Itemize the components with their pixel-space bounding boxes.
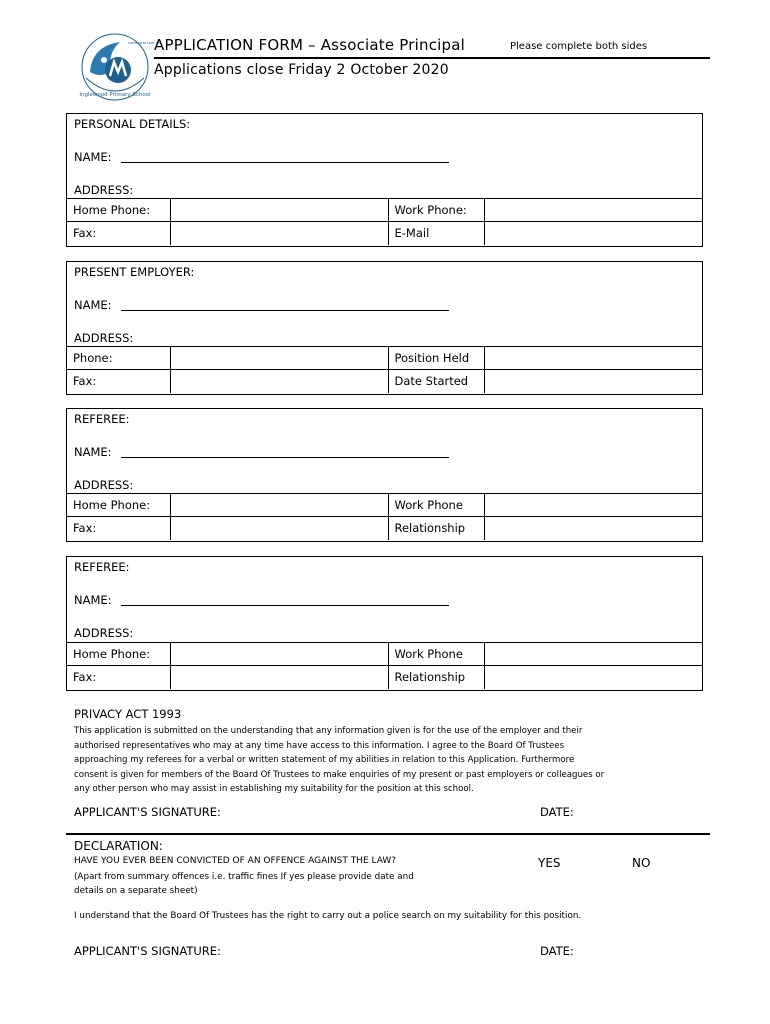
address-label: ADDRESS:	[74, 626, 134, 640]
grid-field[interactable]	[170, 494, 388, 517]
name-line[interactable]	[121, 310, 449, 311]
declaration-question: HAVE YOU EVER BEEN CONVICTED OF AN OFFENCE AGAINST THE LAW?	[74, 856, 397, 866]
grid-field[interactable]	[170, 347, 388, 370]
declaration-note-line: details on a separate sheet)	[74, 886, 198, 896]
grid-label: Home Phone:	[67, 199, 170, 222]
grid-label: E-Mail	[388, 222, 484, 245]
present-employer-section	[66, 261, 703, 395]
contact-grid	[67, 642, 702, 689]
contact-grid	[67, 346, 702, 393]
grid-field[interactable]	[484, 643, 702, 666]
address-label: ADDRESS:	[74, 478, 134, 492]
referee-1-section	[66, 408, 703, 542]
grid-label: Date Started	[388, 370, 484, 393]
date-label: DATE:	[540, 805, 574, 819]
privacy-line: authorised representatives who may at any time have access to this information. I agree to the Board Of Trustees	[74, 740, 565, 751]
declaration-note	[74, 870, 494, 898]
grid-label: Fax:	[67, 222, 170, 245]
grid-label: Relationship	[388, 517, 484, 540]
grid-label: Home Phone:	[67, 643, 170, 666]
privacy-line: consent is given for members of the Board Of Trustees to make enquiries of my present or past employers or colleagues or	[74, 769, 605, 780]
name-label: NAME:	[74, 298, 112, 312]
name-line[interactable]	[121, 162, 449, 163]
applicant-signature-label: APPLICANT'S SIGNATURE:	[74, 805, 221, 819]
referee-2-section	[66, 556, 703, 691]
section-heading: PERSONAL DETAILS:	[74, 117, 191, 131]
grid-field[interactable]	[170, 199, 388, 222]
grid-field[interactable]	[170, 222, 388, 245]
privacy-line: any other person who may assist in establishing my suitability for the position at this school.	[74, 784, 474, 795]
grid-field[interactable]	[484, 370, 702, 393]
date-label: DATE:	[540, 944, 574, 958]
closing-date: Applications close Friday 2 October 2020	[154, 62, 449, 78]
yes-option[interactable]: YES	[538, 856, 561, 870]
address-label: ADDRESS:	[74, 183, 134, 197]
school-logo	[79, 32, 162, 102]
declaration-heading: DECLARATION:	[74, 839, 163, 853]
address-label: ADDRESS:	[74, 331, 134, 345]
declaration-rule	[66, 833, 710, 835]
grid-label: Work Phone	[388, 643, 484, 666]
section-heading: REFEREE:	[74, 412, 130, 426]
name-label: NAME:	[74, 445, 112, 459]
grid-label: Phone:	[67, 347, 170, 370]
police-check-statement: I understand that the Board Of Trustees has the right to carry out a police search on my suitability for this position.	[74, 911, 582, 921]
declaration-note-line: (Apart from summary offences i.e. traffic fines If yes please provide date and	[74, 872, 414, 882]
privacy-heading: PRIVACY ACT 1993	[74, 707, 182, 721]
grid-label: Fax:	[67, 517, 170, 540]
name-label: NAME:	[74, 150, 112, 164]
grid-field[interactable]	[484, 222, 702, 245]
grid-field[interactable]	[484, 199, 702, 222]
section-heading: PRESENT EMPLOYER:	[74, 265, 195, 279]
grid-field[interactable]	[484, 517, 702, 540]
privacy-text	[74, 724, 714, 797]
grid-field[interactable]	[484, 666, 702, 689]
privacy-line: approaching my referees for a verbal or written statement of my abilities in relation to this Application. Furthermore	[74, 755, 575, 766]
name-label: NAME:	[74, 593, 112, 607]
form-title: APPLICATION FORM – Associate Principal	[154, 36, 465, 54]
grid-label: Position Held	[388, 347, 484, 370]
grid-label: Fax:	[67, 666, 170, 689]
applicant-signature-label: APPLICANT'S SIGNATURE:	[74, 944, 221, 958]
logo-text: Inglewood Primary School	[79, 92, 151, 98]
section-heading: REFEREE:	[74, 560, 130, 574]
grid-label: Fax:	[67, 370, 170, 393]
complete-note: Please complete both sides	[510, 41, 648, 52]
privacy-line: This application is submitted on the understanding that any information given is for the use of the employer and their	[74, 726, 583, 736]
contact-grid	[67, 493, 702, 540]
grid-field[interactable]	[170, 370, 388, 393]
grid-field[interactable]	[170, 643, 388, 666]
grid-field[interactable]	[170, 517, 388, 540]
grid-label: Work Phone	[388, 494, 484, 517]
name-line[interactable]	[121, 457, 449, 458]
grid-label: Relationship	[388, 666, 484, 689]
grid-field[interactable]	[170, 666, 388, 689]
grid-field[interactable]	[484, 494, 702, 517]
logo-motto: Learning to Love Life	[128, 41, 162, 45]
name-line[interactable]	[121, 605, 449, 606]
contact-grid	[67, 198, 702, 245]
grid-field[interactable]	[484, 347, 702, 370]
grid-label: Work Phone:	[388, 199, 484, 222]
no-option[interactable]: NO	[632, 856, 651, 870]
grid-label: Home Phone:	[67, 494, 170, 517]
personal-details-section	[66, 113, 703, 247]
header-rule	[154, 57, 710, 59]
